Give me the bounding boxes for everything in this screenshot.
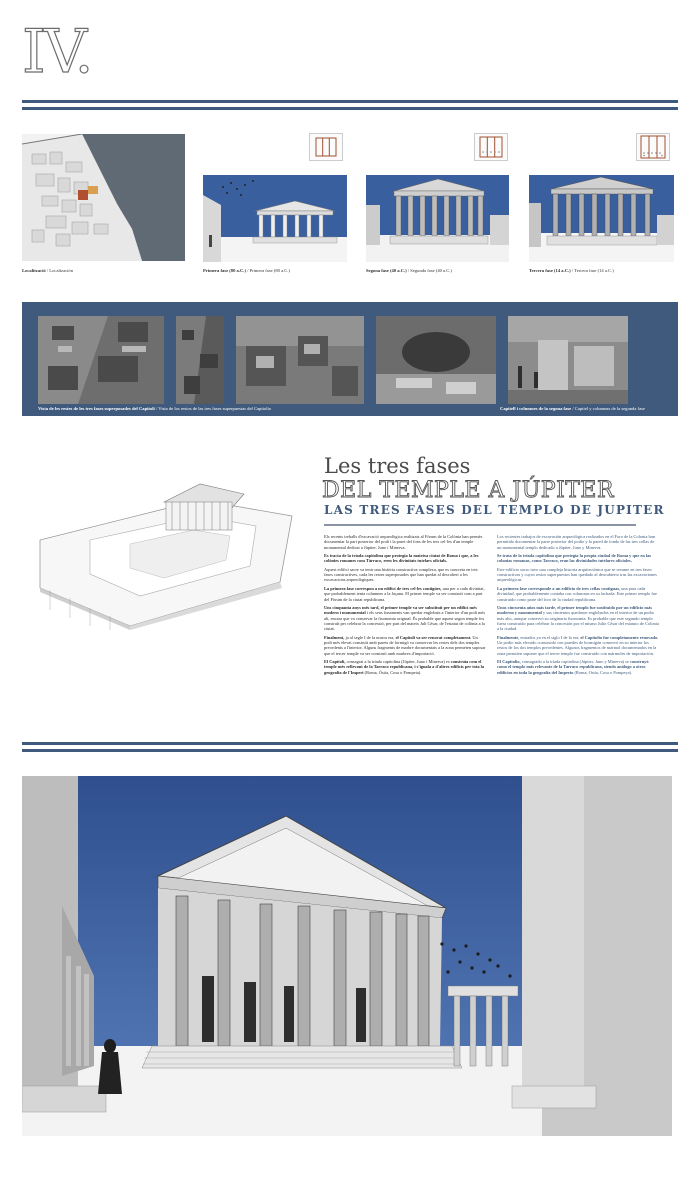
excavation-photo-1 — [38, 316, 164, 404]
chapter-numeral: IV. — [22, 17, 92, 87]
phase1-floor-plan-icon — [309, 133, 343, 161]
paragraph: Finalmente, entrados ya en el siglo I de la era, el Capitolio fue completamente renovado. Un podio más elevado construido con paredes de hormigón conservó en su interior los restos de los dos templos precedentes. Algunos fragmentos de mármol documentados en la zona permiten suponer que el tercer templo fue construido con mármoles de importación. — [497, 634, 659, 656]
top-rule-2 — [22, 107, 678, 110]
phase-caption-location: Localització / Localización — [22, 268, 74, 273]
title-spanish-line: LAS TRES FASES DEL TEMPLO DE JUPITER — [324, 503, 665, 517]
excavation-photo-5 — [508, 316, 628, 404]
axonometric-drawing — [30, 470, 312, 630]
phase2-render-image — [366, 175, 509, 262]
excavation-photo-2 — [176, 316, 224, 404]
paragraph: El Capitoli, consagrat a la tríada capitolina (Júpiter, Juno i Minerva) es construïa com el temple més rellevant de la Tarraco republicana, i s'iguala a d'altres edificis per tota la geografia de l'Imperi (Roma, Òstia, Cosa o Pompeia). — [324, 659, 485, 675]
phase3-floor-plan-icon — [636, 133, 670, 161]
phase-caption-2: Segona fase (40 a.C.) / Segunda fase (40 a.C.) — [366, 268, 452, 273]
phase1-render-image — [203, 175, 347, 262]
paragraph: Este edificio sacro tuvo una compleja historia arquitectónica que se resume en tres fases constructivas y cuyos restos superpuestos han quedado al descubierto tras las excavaciones arqueológicas. — [497, 566, 657, 583]
excavation-photo-4 — [376, 316, 496, 404]
paragraph: Els recents treballs d'excavació arqueològica realitzats al Fòrum de la Colònia han permès documentar la part posterior del podi i la paret del fons de les tres cel·les d'un temple monumental dedicat a Júpiter, Juno i Minerva. — [324, 534, 483, 550]
paragraph: Se trata de la tríada capitolina que protegía la propia ciudad de Roma y que en las colonias romanas, como Tarraco, eran las divinidades tutelares oficiales. — [497, 553, 652, 564]
bottom-rule-2 — [22, 749, 678, 752]
text-column-catalan — [324, 534, 486, 678]
location-map-image — [22, 134, 185, 261]
paragraph: La primera fase corresponde a un edificio de tres cellas contiguas, una para cada divinidad, que probablemente contaba con columnas en su fachada. Este primer templo fue construido como parte del foro de la ciudad republicana. — [497, 585, 657, 602]
text-column-spanish — [497, 534, 659, 678]
top-rule-1 — [22, 100, 678, 103]
phase3-render-image — [529, 175, 674, 262]
phase2-floor-plan-icon — [474, 133, 508, 161]
paragraph: Los recientes trabajos de excavación arqueológica realizados en el Foro de la Colonia han permitido documentar la parte posterior del podio y la pared de fondo de las tres cellas de un monumental templo dedicado a Júpiter, Juno y Minerva. — [497, 534, 655, 550]
bottom-rule-1 — [22, 742, 678, 745]
title-rule — [324, 524, 636, 526]
paragraph: Es tracta de la tríada capitolina que protegia la mateixa ciutat de Roma i que, a les colònies romanes com Tàrraco, eren les divinitats tutelars oficials. — [324, 553, 479, 564]
title-catalan-line: Les tres fases — [324, 454, 471, 478]
photo-band-caption-left: Vista de les restes de les tres fases superposades del Capitoli / Vista de los restos de las tres fases superpuestas del Capitolio — [38, 406, 272, 411]
paragraph: El Capitolio, consagrado a la tríada capitolina (Júpiter, Juno y Minerva) se construyó como el templo más relevante de la Tarraco republicana, siendo análogo a otros edificios en toda la geografía del Imperio (Roma, Ostia, Cosa o Pompeya). — [497, 659, 649, 675]
paragraph: Finalment, ja al segle I de la nostra era, el Capitoli va ser renovat completament. Un podi més elevat construït amb parets de formigó va conservar les restes dels dos temples precedents a l'interior. Alguns fragments de marbre documentats a la zona permeten suposar que el tercer temple va ser construït amb marbres d'importació. — [324, 634, 486, 656]
paragraph: Aquest edifici sacre va tenir una història constructiva complexa, que es concreta en tres fases constructives, cada les restes superposades que han quedat al descobert a les excavacions arqueològiques. — [324, 566, 478, 583]
paragraph: La primera fase correspon a un edifici de tres cel·les contigües, una per a cada divinitat, que probablement tenia columnes a la façana. El primer temple va ser construït com a part del Fòrum de la ciutat republicana. — [324, 585, 485, 602]
temple-render-image — [22, 776, 672, 1136]
phase-caption-3: Tercera fase (14 a.C.) / Tercera fase (14 a.C.) — [529, 268, 614, 273]
paragraph: Uns cinquanta anys més tard, el primer temple va ser substituït per un edifici més modern i monumental i els seus fonaments van quedar englobats a l'interior d'un podi més alt, encara que va conservar la fisonomia original. És probable que aquest segon temple fos construït per celebrar la concessió, per part del mateix Juli Cèsar, de l'estatut de colònia a la ciutat. — [324, 605, 486, 632]
excavation-photo-band — [22, 302, 678, 416]
phase-caption-1: Primera fase (80 a.C.) / Primera fase (80 a.C.) — [203, 268, 291, 273]
title-main-line: DEL TEMPLE A JÚPITER — [322, 478, 615, 503]
excavation-photo-3 — [236, 316, 364, 404]
paragraph: Unos cincuenta años más tarde, el primer templo fue sustituido por un edificio más moderno y monumental y sus cimientos quedaron englobados en el interior de un podio más alto, aunque conservó su originaria fisonomía. Es probable que este segundo templo fuera construido para celebrar la concesión por el mismo Julio César del estatuto de Colonia a la ciudad. — [497, 605, 659, 632]
photo-band-caption-right: Capitell i columnes de la segona fase / Capitel y columnas de la segunda fase — [500, 406, 645, 411]
